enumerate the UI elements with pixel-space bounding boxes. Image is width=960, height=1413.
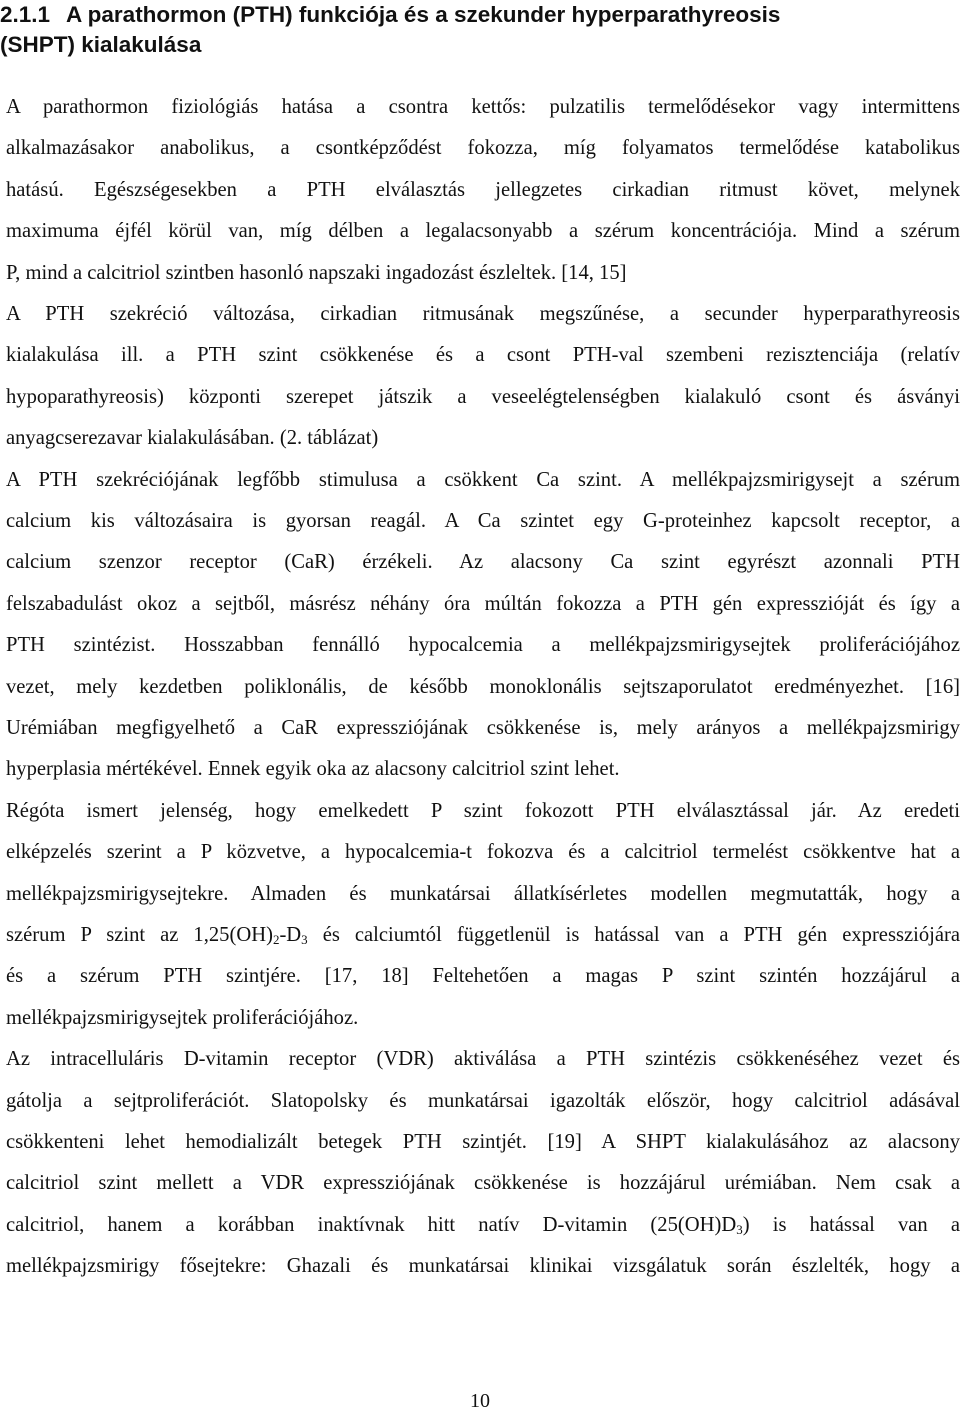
text-line: Régóta ismert jelenség, hogy emelkedett P szint fokozott PTH elválasztással jár. Az eredeti <box>6 799 960 822</box>
text-segment: szérum P szint az 1,25(OH) <box>6 924 273 946</box>
text-line: calcium kis változásaira is gyorsan reagál. A Ca szintet egy G-proteinhez kapcsolt receptor, a <box>6 510 960 532</box>
text-line: A PTH szekréció változása, cirkadian ritmusának megszűnése, a secunder hyperparathyreosis <box>6 303 960 325</box>
text-line: maximuma éjfél körül van, míg délben a legalacsonyabb a szérum koncentrációja. Mind a szérum <box>6 220 960 243</box>
text-line: mellékpajzsmirigysejtek proliferációjához. <box>6 1006 359 1029</box>
text-line: alkalmazásakor anabolikus, a csontképződést fokozza, míg folyamatos termelődése katabolikus <box>6 137 960 160</box>
text-line: felszabadulást okoz a sejtből, másrész néhány óra múltán fokozza a PTH gén expresszióját és így a <box>6 592 960 615</box>
text-segment: ) is hatással van a <box>742 1213 960 1236</box>
text-line: PTH szintézist. Hosszabban fennálló hypocalcemia a mellékpajzsmirigysejtek proliferációjához <box>6 634 960 657</box>
text-segment: és calciumtól függetlenül is hatással van a PTH gén expressziójára <box>307 924 960 946</box>
subscript: 3 <box>301 932 308 947</box>
text-line <box>6 920 960 961</box>
section-title-continued: (SHPT) kialakulása <box>0 32 202 57</box>
section-number: 2.1.1 <box>0 2 51 27</box>
text-line: hatású. Egészségesekben a PTH elválasztás jellegzetes cirkadian ritmust követ, melynek <box>6 178 960 201</box>
text-line: hypoparathyreosis) központi szerepet játszik a veseelégtelenségben kialakuló csont és ásványi <box>6 385 960 408</box>
text-line: P, mind a calcitriol szintben hasonló napszaki ingadozást észleltek. [14, 15] <box>6 261 627 284</box>
section-title: A parathormon (PTH) funkciója és a szekunder hyperparathyreosis <box>66 2 781 27</box>
text-line: mellékpajzsmirigysejtekre. Almaden és munkatársai állatkísérletes modellen megmutatták, hogy a <box>6 882 960 905</box>
text-line: vezet, mely kezdetben poliklonális, de később monoklonális sejtszaporulatot eredményezhet. [16] <box>6 675 960 698</box>
text-line: Urémiában megfigyelhető a CaR expressziójának csökkenése is, mely arányos a mellékpajzsmirigy <box>6 717 960 739</box>
text-line: A PTH szekréciójának legfőbb stimulusa a csökkent Ca szint. A mellékpajzsmirigysejt a szérum <box>6 468 960 491</box>
text-line: elképzelés szerint a P közvetve, a hypocalcemia-t fokozva és a calcitriol termelést csökkentve hat a <box>6 841 960 864</box>
text-segment: calcitriol, hanem a korábban inaktívnak hitt natív D-vitamin (25(OH)D <box>6 1213 737 1236</box>
text-line: mellékpajzsmirigy fősejtekre: Ghazali és munkatársai klinikai vizsgálatuk során észlelték, hogy a <box>6 1255 960 1278</box>
text-line: calcium szenzor receptor (CaR) érzékeli. Az alacsony Ca szint egyrészt azonnali PTH <box>6 551 960 574</box>
text-line: kialakulása ill. a PTH szint csökkenése és a csont PTH-val szembeni rezisztenciája (relatív <box>6 344 960 367</box>
section-heading <box>0 0 960 60</box>
text-segment: -D <box>279 924 302 946</box>
page-number: 10 <box>470 1390 490 1412</box>
text-line: A parathormon fiziológiás hatása a csontra kettős: pulzatilis termelődésekor vagy intermittens <box>6 96 960 118</box>
subscript: 2 <box>272 932 280 947</box>
text-line: Az intracelluláris D-vitamin receptor (VDR) aktiválása a PTH szintézis csökkenéséhez vezet és <box>6 1048 960 1071</box>
text-line: anyagcserezavar kialakulásában. (2. táblázat) <box>6 427 379 450</box>
text-line: hyperplasia mértékével. Ennek egyik oka az alacsony calcitriol szint lehet. <box>6 758 620 781</box>
text-line: calcitriol szint mellett a VDR expressziójának csökkenése is hozzájárul urémiában. Nem csak a <box>6 1172 960 1195</box>
text-line <box>6 1210 960 1251</box>
subscript: 3 <box>736 1221 743 1237</box>
text-line: csökkenteni lehet hemodializált betegek PTH szintjét. [19] A SHPT kialakulásához az alacsony <box>6 1131 960 1153</box>
text-line: gátolja a sejtproliferációt. Slatopolsky és munkatársai igazolták először, hogy calcitriol adásával <box>6 1089 960 1112</box>
text-line: és a szérum PTH szintjére. [17, 18] Feltehetően a magas P szint szintén hozzájárul a <box>6 965 960 988</box>
